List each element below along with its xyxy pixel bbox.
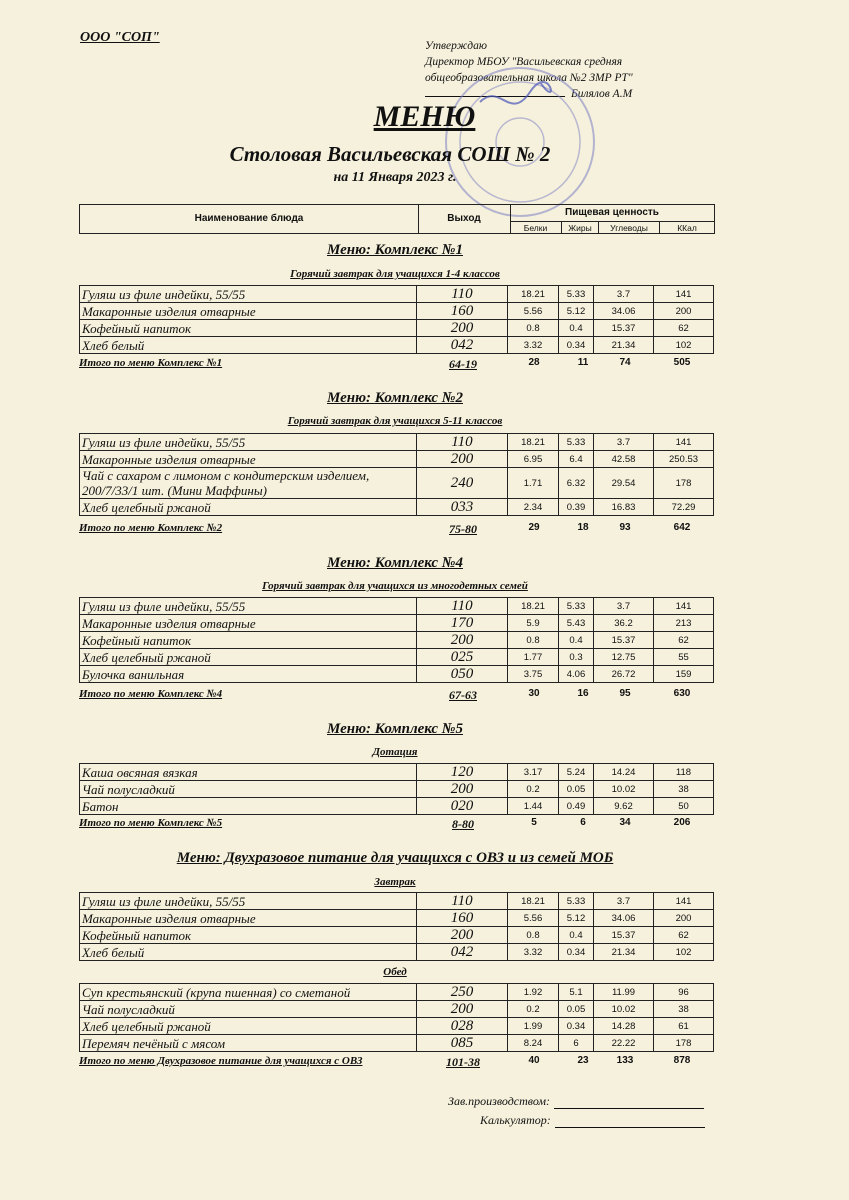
total-protein: 40 [528, 1055, 540, 1066]
dish-name: Кофейный напиток [80, 927, 417, 944]
kcal-value: 200 [654, 303, 714, 320]
protein-value: 0.8 [508, 927, 559, 944]
dish-table [79, 763, 714, 815]
total-fat: 16 [577, 688, 589, 699]
total-protein: 29 [528, 522, 540, 533]
protein-value: 8.24 [508, 1035, 559, 1052]
table-row [80, 781, 714, 798]
dish-name: Чай полусладкий [80, 1001, 417, 1018]
dish-name: Хлеб белый [80, 944, 417, 961]
dish-yield: 200 [417, 320, 508, 337]
header-dish-name: Наименование блюда [80, 205, 419, 233]
fat-value: 5.33 [559, 893, 594, 910]
total-kcal: 630 [673, 688, 691, 699]
table-row [80, 468, 714, 499]
dish-yield: 042 [417, 337, 508, 354]
dish-table [79, 285, 714, 354]
kcal-value: 55 [654, 649, 714, 666]
header-nutrition: Пищевая ценность [565, 207, 659, 218]
section-subtitle-lunch: Обед [383, 966, 407, 978]
total-kcal: 206 [673, 817, 691, 828]
protein-value: 3.17 [508, 764, 559, 781]
table-row [80, 764, 714, 781]
table-row [80, 666, 714, 683]
kcal-value: 159 [654, 666, 714, 683]
dish-yield: 200 [417, 927, 508, 944]
protein-value: 1.92 [508, 984, 559, 1001]
total-carbs: 34 [619, 817, 631, 828]
dish-yield: 110 [417, 598, 508, 615]
approval-line-2: Директор МБОУ "Васильевская средняя [425, 56, 623, 68]
approval-line-1: Утверждаю [425, 40, 487, 52]
table-row [80, 927, 714, 944]
dish-yield: 042 [417, 944, 508, 961]
dish-name: Гуляш из филе индейки, 55/55 [80, 286, 417, 303]
header-fat: Жиры [562, 221, 599, 234]
table-row [80, 451, 714, 468]
total-kcal: 505 [673, 357, 691, 368]
fat-value: 0.39 [559, 499, 594, 516]
table-row [80, 615, 714, 632]
table-row [80, 798, 714, 815]
total-label: Итого по меню Комплекс №4 [79, 688, 223, 700]
kcal-value: 102 [654, 337, 714, 354]
table-row [80, 320, 714, 337]
carbs-value: 9.62 [594, 798, 654, 815]
section-title: Меню: Комплекс №1 [327, 242, 463, 258]
fat-value: 0.4 [559, 632, 594, 649]
header-yield: Выход [418, 205, 511, 233]
fat-value: 4.06 [559, 666, 594, 683]
total-label: Итого по меню Двухразовое питание для учащихся с ОВЗ [79, 1055, 363, 1067]
approval-name: Билялов А.М [571, 88, 633, 100]
table-row [80, 499, 714, 516]
total-fat: 6 [580, 817, 586, 828]
carbs-value: 26.72 [594, 666, 654, 683]
fat-value: 0.34 [559, 337, 594, 354]
dish-name: Батон [80, 798, 417, 815]
total-protein: 28 [528, 357, 540, 368]
fat-value: 0.49 [559, 798, 594, 815]
kcal-value: 213 [654, 615, 714, 632]
carbs-value: 14.28 [594, 1018, 654, 1035]
dish-yield: 025 [417, 649, 508, 666]
fat-value: 5.12 [559, 303, 594, 320]
protein-value: 2.34 [508, 499, 559, 516]
table-row [80, 632, 714, 649]
section-total [79, 1055, 713, 1069]
carbs-value: 11.99 [594, 984, 654, 1001]
header-kcal: ККал [660, 221, 714, 234]
total-fat: 18 [577, 522, 589, 533]
protein-value: 18.21 [508, 286, 559, 303]
table-row [80, 337, 714, 354]
protein-value: 1.77 [508, 649, 559, 666]
total-label: Итого по меню Комплекс №5 [79, 817, 223, 829]
dish-name: Хлеб белый [80, 337, 417, 354]
table-row [80, 910, 714, 927]
protein-value: 0.2 [508, 781, 559, 798]
section-subtitle: Дотация [372, 746, 418, 758]
dish-name: Чай полусладкий [80, 781, 417, 798]
dish-name: Каша овсяная вязкая [80, 764, 417, 781]
total-carbs: 133 [616, 1055, 634, 1066]
dish-name: Перемяч печёный с мясом [80, 1035, 417, 1052]
fat-value: 6 [559, 1035, 594, 1052]
kcal-value: 141 [654, 598, 714, 615]
calculator-label: Калькулятор: [480, 1113, 551, 1127]
kcal-value: 61 [654, 1018, 714, 1035]
fat-value: 5.43 [559, 615, 594, 632]
kcal-value: 96 [654, 984, 714, 1001]
dish-name: Гуляш из филе индейки, 55/55 [80, 598, 417, 615]
section-title: Меню: Комплекс №2 [327, 390, 463, 406]
dish-name: Суп крестьянский (крупа пшенная) со сметаной [80, 984, 417, 1001]
fat-value: 5.33 [559, 598, 594, 615]
total-label: Итого по меню Комплекс №1 [79, 357, 223, 369]
dish-yield: 200 [417, 632, 508, 649]
fat-value: 0.4 [559, 927, 594, 944]
table-row [80, 893, 714, 910]
section-total [79, 522, 713, 536]
dish-name: Чай с сахаром с лимоном с кондитерским изделием, 200/7/33/1 шт. (Мини Маффины) [80, 468, 417, 499]
section-subtitle: Завтрак [374, 876, 416, 888]
dish-table [79, 983, 714, 1052]
total-kcal: 642 [673, 522, 691, 533]
dish-name: Кофейный напиток [80, 632, 417, 649]
carbs-value: 3.7 [594, 434, 654, 451]
dish-yield: 160 [417, 910, 508, 927]
table-row [80, 984, 714, 1001]
total-label: Итого по меню Комплекс №2 [79, 522, 223, 534]
fat-value: 0.05 [559, 781, 594, 798]
section-total [79, 817, 713, 831]
carbs-value: 34.06 [594, 910, 654, 927]
protein-value: 5.56 [508, 910, 559, 927]
fat-value: 5.12 [559, 910, 594, 927]
dish-name: Гуляш из филе индейки, 55/55 [80, 893, 417, 910]
total-carbs: 93 [619, 522, 631, 533]
production-label: Зав.производством: [448, 1094, 551, 1108]
carbs-value: 42.58 [594, 451, 654, 468]
dish-table [79, 597, 714, 683]
fat-value: 0.34 [559, 1018, 594, 1035]
organization-name: ООО "СОП" [80, 30, 160, 45]
kcal-value: 178 [654, 468, 714, 499]
total-yield: 75-80 [449, 522, 477, 536]
total-protein: 5 [531, 817, 537, 828]
table-row [80, 649, 714, 666]
table-row [80, 286, 714, 303]
protein-value: 1.44 [508, 798, 559, 815]
kcal-value: 62 [654, 632, 714, 649]
dish-yield: 110 [417, 286, 508, 303]
kcal-value: 38 [654, 1001, 714, 1018]
kcal-value: 72.29 [654, 499, 714, 516]
dish-yield: 033 [417, 499, 508, 516]
dish-yield: 028 [417, 1018, 508, 1035]
table-row [80, 944, 714, 961]
total-yield: 101-38 [446, 1055, 480, 1069]
protein-value: 1.99 [508, 1018, 559, 1035]
carbs-value: 15.37 [594, 927, 654, 944]
total-carbs: 74 [619, 357, 631, 368]
carbs-value: 29.54 [594, 468, 654, 499]
section-subtitle: Горячий завтрак для учащихся 5-11 классов [287, 415, 503, 427]
dish-yield: 200 [417, 1001, 508, 1018]
total-yield: 67-63 [449, 688, 477, 702]
carbs-value: 34.06 [594, 303, 654, 320]
fat-value: 5.33 [559, 434, 594, 451]
dish-yield: 200 [417, 781, 508, 798]
fat-value: 0.4 [559, 320, 594, 337]
dish-name: Кофейный напиток [80, 320, 417, 337]
dish-yield: 110 [417, 893, 508, 910]
dish-yield: 240 [417, 468, 508, 499]
carbs-value: 21.34 [594, 337, 654, 354]
protein-value: 18.21 [508, 598, 559, 615]
protein-value: 5.9 [508, 615, 559, 632]
table-row [80, 598, 714, 615]
protein-value: 18.21 [508, 434, 559, 451]
carbs-value: 3.7 [594, 893, 654, 910]
protein-value: 1.71 [508, 468, 559, 499]
dish-name: Булочка ванильная [80, 666, 417, 683]
kcal-value: 118 [654, 764, 714, 781]
carbs-value: 10.02 [594, 781, 654, 798]
kcal-value: 62 [654, 320, 714, 337]
fat-value: 5.24 [559, 764, 594, 781]
total-yield: 8-80 [452, 817, 474, 831]
section-title: Меню: Комплекс №5 [327, 721, 463, 737]
fat-value: 5.1 [559, 984, 594, 1001]
fat-value: 5.33 [559, 286, 594, 303]
kcal-value: 50 [654, 798, 714, 815]
kcal-value: 38 [654, 781, 714, 798]
header-carbs: Углеводы [599, 221, 660, 234]
fat-value: 0.34 [559, 944, 594, 961]
table-row [80, 1001, 714, 1018]
header-protein: Белки [510, 221, 562, 234]
carbs-value: 3.7 [594, 598, 654, 615]
fat-value: 0.05 [559, 1001, 594, 1018]
dish-name: Гуляш из филе индейки, 55/55 [80, 434, 417, 451]
dish-name: Хлеб целебный ржаной [80, 1018, 417, 1035]
carbs-value: 16.83 [594, 499, 654, 516]
approval-line-3: общеобразовательная школа №2 ЗМР РТ" [425, 72, 633, 84]
dish-yield: 120 [417, 764, 508, 781]
canteen-name: Столовая Васильевская СОШ № 2 [229, 142, 551, 166]
dish-name: Макаронные изделия отварные [80, 615, 417, 632]
total-fat: 23 [577, 1055, 589, 1066]
production-signature [448, 1094, 704, 1109]
total-fat: 11 [577, 357, 589, 368]
dish-name: Макаронные изделия отварные [80, 451, 417, 468]
table-header [79, 204, 715, 234]
dish-yield: 250 [417, 984, 508, 1001]
protein-value: 6.95 [508, 451, 559, 468]
carbs-value: 14.24 [594, 764, 654, 781]
carbs-value: 15.37 [594, 632, 654, 649]
dish-name: Хлеб целебный ржаной [80, 649, 417, 666]
page-title: МЕНЮ [373, 100, 476, 133]
protein-value: 5.56 [508, 303, 559, 320]
dish-yield: 050 [417, 666, 508, 683]
menu-date: на 11 Января 2023 г. [333, 170, 457, 185]
dish-yield: 170 [417, 615, 508, 632]
dish-table [79, 433, 714, 516]
protein-value: 0.2 [508, 1001, 559, 1018]
protein-value: 3.32 [508, 944, 559, 961]
dish-table [79, 892, 714, 961]
dish-yield: 020 [417, 798, 508, 815]
fat-value: 0.3 [559, 649, 594, 666]
section-total [79, 688, 713, 702]
fat-value: 6.4 [559, 451, 594, 468]
carbs-value: 3.7 [594, 286, 654, 303]
section-total [79, 357, 713, 371]
section-subtitle: Горячий завтрак для учащихся из многодетных семей [262, 580, 528, 592]
kcal-value: 200 [654, 910, 714, 927]
kcal-value: 102 [654, 944, 714, 961]
kcal-value: 141 [654, 893, 714, 910]
carbs-value: 22.22 [594, 1035, 654, 1052]
carbs-value: 12.75 [594, 649, 654, 666]
carbs-value: 15.37 [594, 320, 654, 337]
fat-value: 6.32 [559, 468, 594, 499]
table-row [80, 1018, 714, 1035]
dish-name: Макаронные изделия отварные [80, 910, 417, 927]
kcal-value: 250.53 [654, 451, 714, 468]
total-kcal: 878 [673, 1055, 691, 1066]
dish-yield: 200 [417, 451, 508, 468]
table-row [80, 1035, 714, 1052]
kcal-value: 141 [654, 286, 714, 303]
protein-value: 0.8 [508, 320, 559, 337]
section-subtitle: Горячий завтрак для учащихся 1-4 классов [290, 268, 500, 280]
carbs-value: 10.02 [594, 1001, 654, 1018]
dish-yield: 160 [417, 303, 508, 320]
protein-value: 0.8 [508, 632, 559, 649]
calculator-signature [480, 1113, 705, 1128]
total-protein: 30 [528, 688, 540, 699]
table-row [80, 303, 714, 320]
protein-value: 3.75 [508, 666, 559, 683]
dish-name: Макаронные изделия отварные [80, 303, 417, 320]
protein-value: 18.21 [508, 893, 559, 910]
section-title: Меню: Двухразовое питание для учащихся с ОВЗ и из семей МОБ [176, 850, 614, 866]
section-title: Меню: Комплекс №4 [327, 555, 463, 571]
dish-yield: 085 [417, 1035, 508, 1052]
table-row [80, 434, 714, 451]
kcal-value: 141 [654, 434, 714, 451]
total-carbs: 95 [619, 688, 631, 699]
dish-name: Хлеб целебный ржаной [80, 499, 417, 516]
kcal-value: 178 [654, 1035, 714, 1052]
dish-yield: 110 [417, 434, 508, 451]
total-yield: 64-19 [449, 357, 477, 371]
kcal-value: 62 [654, 927, 714, 944]
carbs-value: 36.2 [594, 615, 654, 632]
carbs-value: 21.34 [594, 944, 654, 961]
protein-value: 3.32 [508, 337, 559, 354]
